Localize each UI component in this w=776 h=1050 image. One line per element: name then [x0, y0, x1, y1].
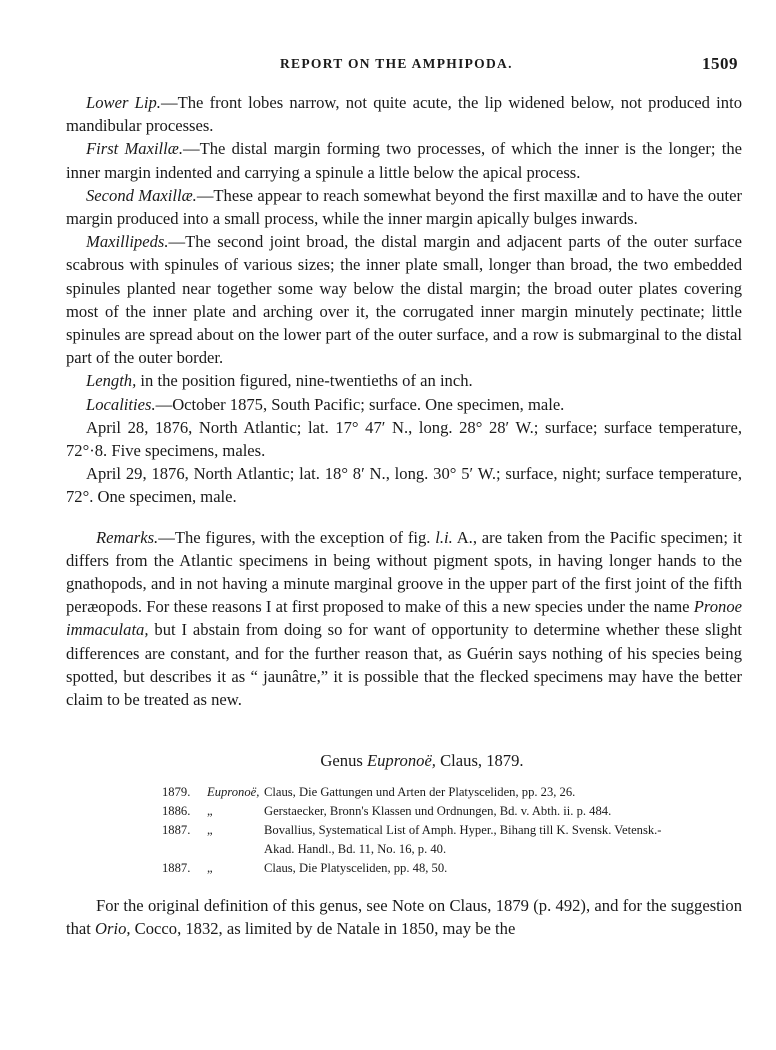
reference-text: Claus, Die Platysceliden, pp. 48, 50.	[264, 861, 448, 876]
heading-localities: Localities.	[86, 394, 156, 414]
heading-remarks: Remarks.	[96, 527, 159, 547]
heading-lower-lip: Lower Lip.	[86, 93, 161, 112]
reference-list	[162, 783, 742, 878]
reference-text: Gerstaecker, Bronn's Klassen und Ordnungen, Bd. v. Abth. ii. p. 484.	[264, 804, 612, 819]
reference-entry	[162, 802, 742, 821]
paragraph-april-29: April 29, 1876, North Atlantic; lat. 18° 8′ N., long. 30° 5′ W.; surface, night; surface temperature, 72°. One specimen, male.	[66, 464, 742, 507]
text-lower-lip: —The front lobes narrow, not quite acute, the lip widened below, not produced into mandibular processes.	[66, 93, 742, 136]
paragraph-april-28: April 28, 1876, North Atlantic; lat. 17° 47′ N., long. 28° 28′ W.; surface; surface temperature, 72°·8. Five specimens, males.	[66, 417, 742, 461]
ditto-mark: „	[207, 861, 213, 876]
genus-prefix: Genus	[320, 751, 367, 771]
paragraph-closing	[66, 894, 742, 940]
page-number: 1509	[702, 54, 738, 73]
paragraph-length	[66, 369, 742, 392]
reference-text: Bovallius, Systematical List of Amph. Hyper., Bihang till K. Svensk. Vetensk.-	[264, 823, 662, 838]
reference-text: Claus, Die Gattungen und Arten der Platysceliden, pp. 23, 26.	[264, 785, 576, 800]
heading-maxillipeds: Maxillipeds.	[86, 232, 169, 252]
genus-author: Claus, 1879.	[435, 751, 524, 771]
reference-entry	[162, 821, 742, 840]
running-title: REPORT ON THE AMPHIPODA.	[280, 56, 513, 71]
heading-first-maxillae: First Maxillæ.	[86, 139, 183, 159]
reference-entry	[162, 859, 742, 878]
reference-continuation	[162, 840, 742, 859]
text-length: in the position figured, nine-twentieths of an inch.	[136, 371, 473, 391]
genus-orio: Orio,	[95, 919, 131, 939]
paragraph-first-maxillae	[66, 137, 742, 183]
genus-heading	[102, 751, 742, 771]
reference-genus: Eupronoë,	[207, 785, 260, 800]
text-remarks-1: —The figures, with the exception of fig.	[158, 527, 436, 547]
text-localities: —October 1875, South Pacific; surface. One specimen, male.	[155, 394, 565, 414]
reference-year: 1886.	[162, 804, 191, 819]
genus-name: Eupronoë,	[366, 751, 436, 771]
paragraph-maxillipeds	[66, 230, 742, 369]
section-gap	[66, 509, 742, 526]
text-maxillipeds: —The second joint broad, the distal margin and adjacent parts of the outer surface scabrous with spinules of various sizes; the inner plate small, longer than broad, the two embedded spinules planted near together some way below the distal margin; the broad outer plates covering most of the inner plate and arching over it, the corrugated inner margin minutely pectinate; little spinules are spread about on the lower part of the outer surface, and a row is submarginal to the distal part of the outer border.	[66, 232, 742, 368]
ditto-mark: „	[207, 804, 213, 819]
reference-text: Akad. Handl., Bd. 11, No. 16, p. 40.	[264, 842, 447, 857]
paragraph-second-maxillae	[66, 184, 742, 230]
reference-entry	[162, 783, 742, 802]
paragraph-remarks	[66, 526, 742, 712]
page-header	[0, 56, 776, 80]
reference-year: 1887.	[162, 861, 191, 876]
reference-year: 1879.	[162, 785, 191, 800]
text-remarks-3: but I abstain from doing so for want of opportunity to determine whether these slight differences are constant, and for the further reason that, as Guérin says nothing of his species being spotted, but describes it as “ jaunâtre,” it is possible that the flecked specimens may have the better claim to be treated as new.	[66, 620, 742, 710]
heading-second-maxillae: Second Maxillæ.	[86, 185, 197, 205]
text-closing-1: For the original definition of this genus, see Note on Claus, 1879 (p. 492), and for the suggestion that	[66, 896, 742, 939]
ditto-mark: „	[207, 823, 213, 838]
text-second-maxillae: —These appear to reach somewhat beyond the first maxillæ and to have the outer margin produced into a small process, while the inner margin apically bulges inwards.	[66, 185, 743, 229]
species-name: Pronoe immaculata,	[66, 597, 742, 640]
heading-length: Length,	[86, 371, 137, 391]
text-remarks-2: A., are taken from the Pacific specimen; it differs from the Atlantic specimens in being without pigment spots, in having longer hands to the gnathopods, and in not having a minute marginal groove in the upper part of the first joint of the fifth peræopods. For these reasons I at first proposed to make of this a new species under the name	[66, 527, 742, 617]
text-closing-2: Cocco, 1832, as limited by de Natale in 1850, may be the	[130, 919, 516, 939]
body-text	[66, 91, 742, 941]
text-first-maxillae: —The distal margin forming two processes, of which the inner is the longer; the inner margin indented and carrying a spinule a little below the apical process.	[66, 139, 742, 182]
figure-reference: l.i.	[435, 527, 453, 547]
paragraph-lower-lip	[66, 91, 742, 137]
paragraph-localities	[66, 393, 742, 416]
reference-year: 1887.	[162, 823, 191, 838]
